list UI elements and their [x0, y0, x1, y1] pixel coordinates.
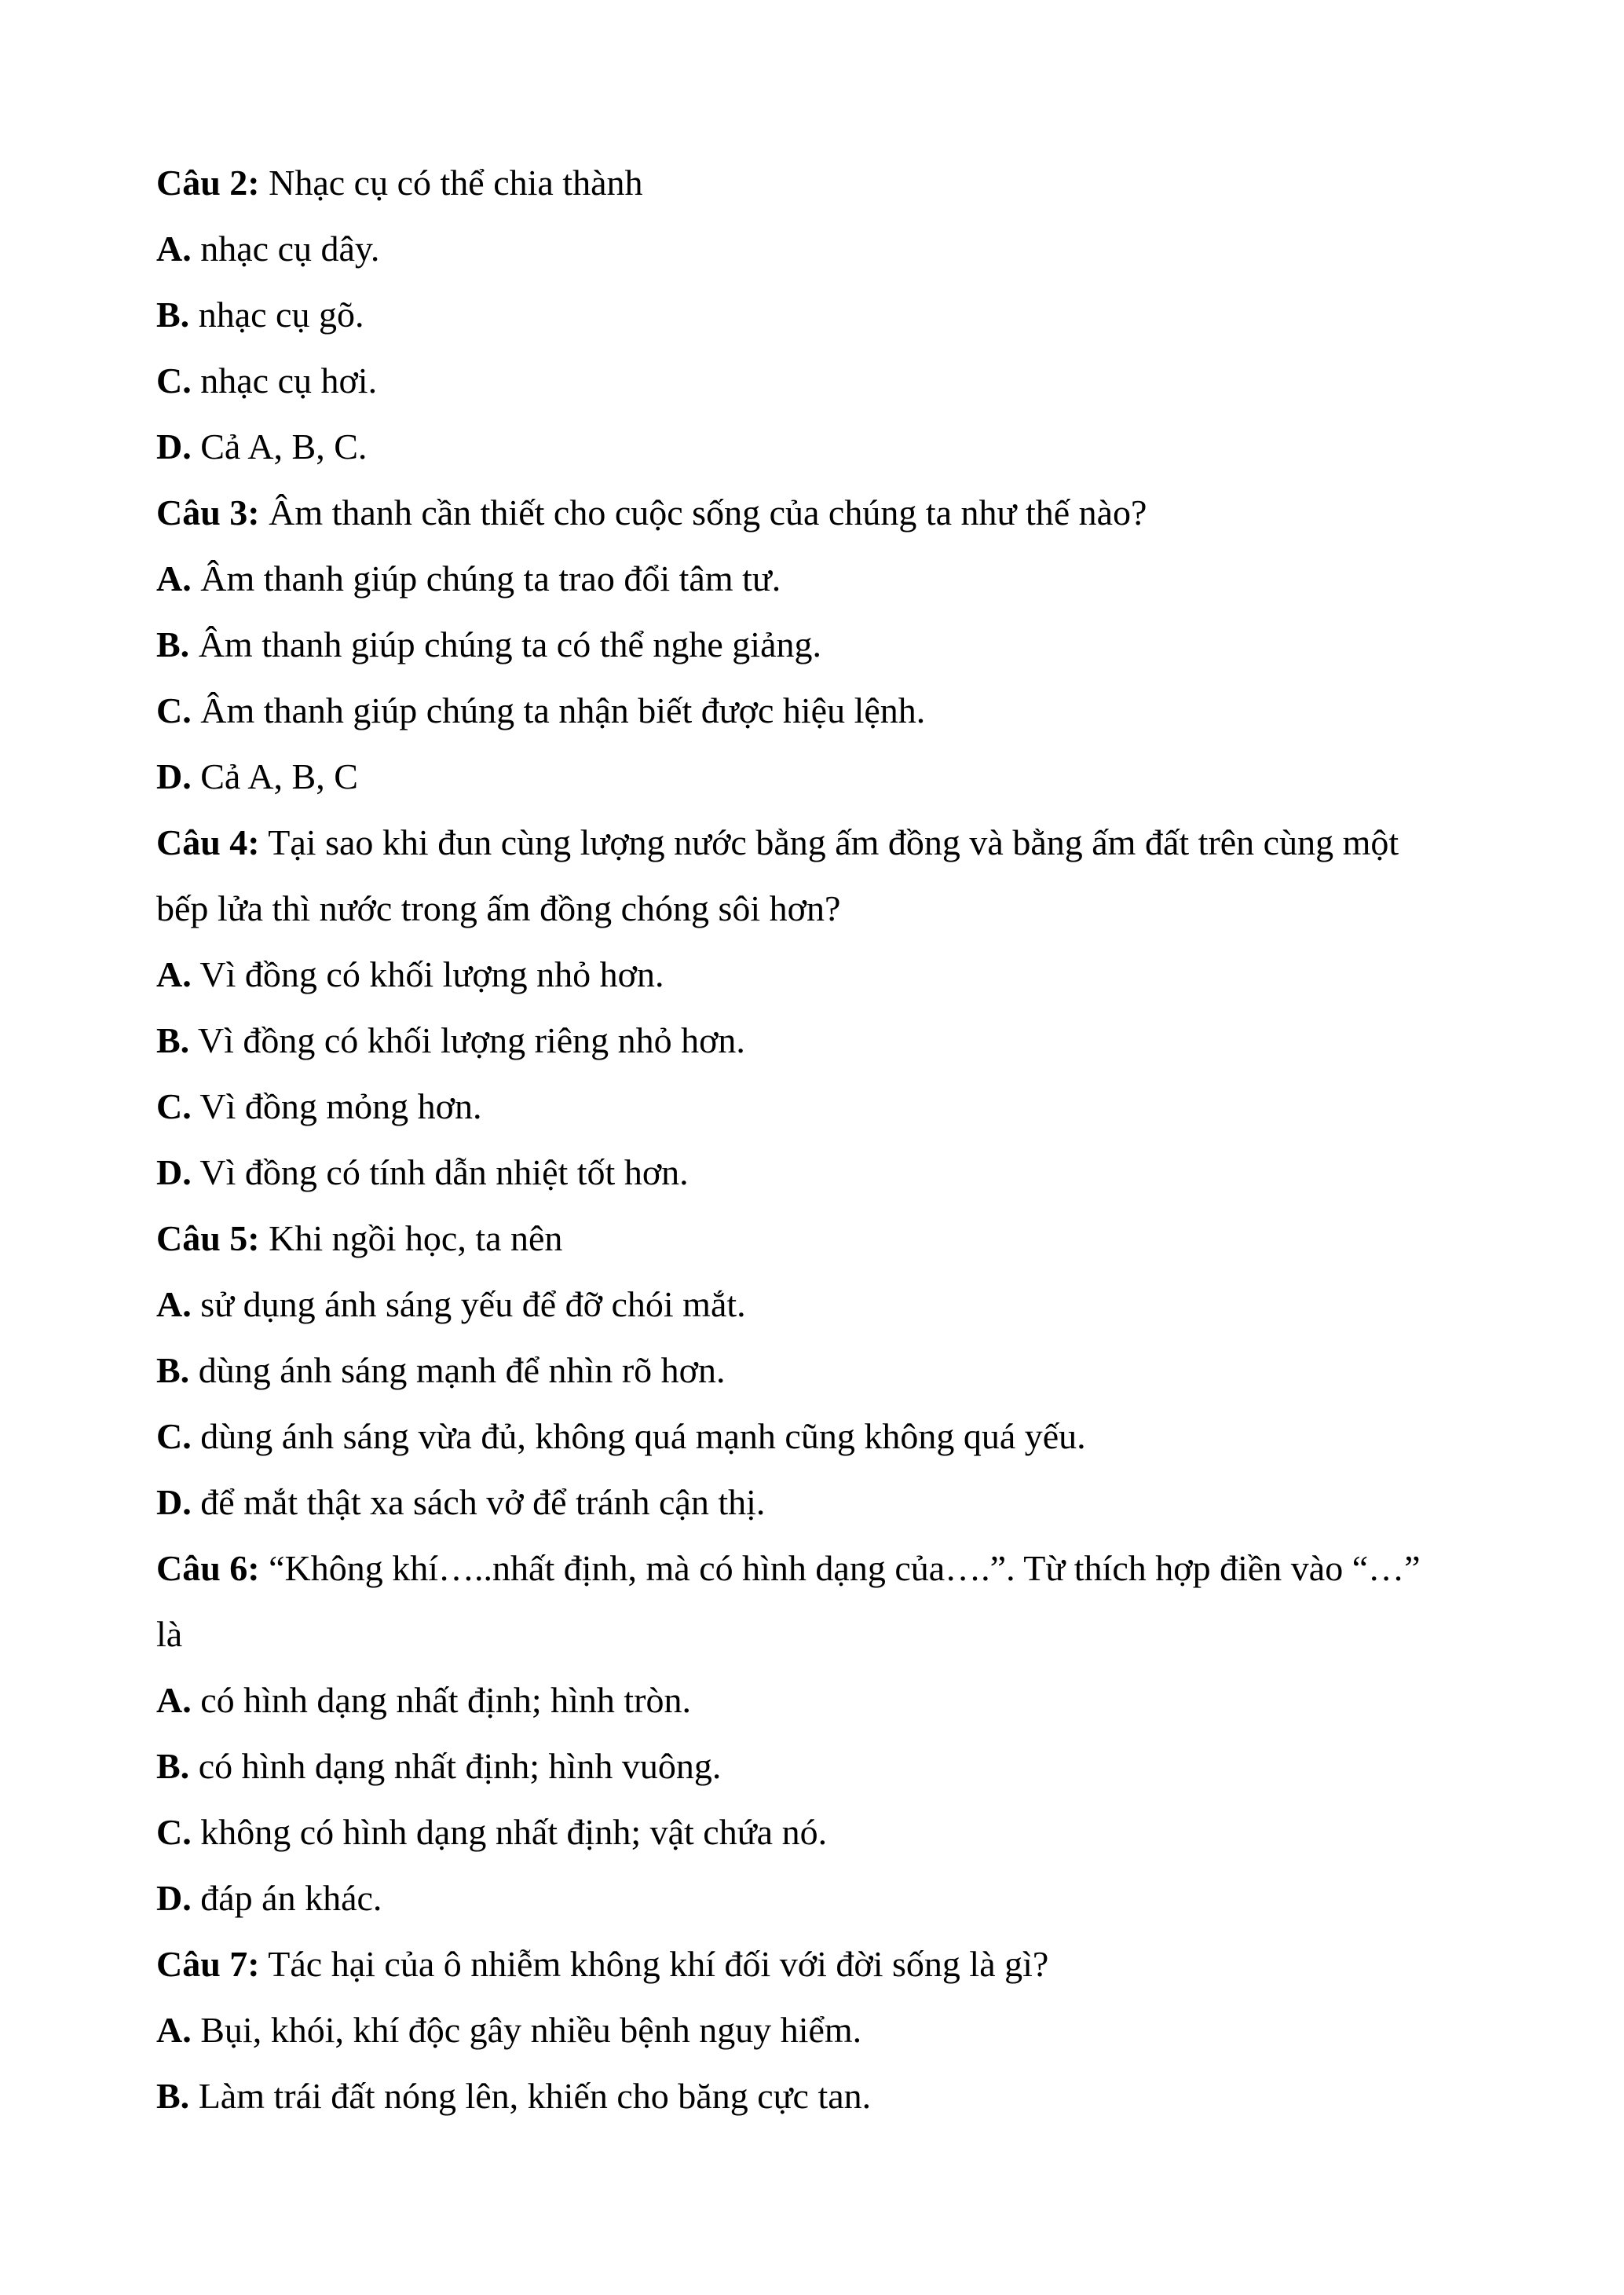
question-text: “Không khí…..nhất định, mà có hình dạng của….”. Từ thích hợp điền vào “…” [259, 1548, 1421, 1588]
question-2 [156, 150, 1491, 216]
question-label: Câu 2: [156, 163, 260, 203]
option-text: dùng ánh sáng mạnh để nhìn rõ hơn. [189, 1350, 726, 1390]
document-page [156, 150, 1491, 2129]
question-7-option-b [156, 2063, 1491, 2129]
option-letter: D. [156, 426, 192, 467]
option-letter: D. [156, 1878, 192, 1918]
question-5-option-a [156, 1272, 1491, 1338]
question-5-option-b [156, 1338, 1491, 1404]
question-text: Âm thanh cần thiết cho cuộc sống của chúng ta như thế nào? [259, 492, 1147, 533]
question-6-option-c [156, 1799, 1491, 1865]
question-4 [156, 810, 1491, 876]
option-text: dùng ánh sáng vừa đủ, không quá mạnh cũng không quá yếu. [191, 1416, 1086, 1456]
option-letter: A. [156, 229, 192, 269]
option-text: Âm thanh giúp chúng ta có thể nghe giảng. [189, 624, 822, 664]
option-text: đáp án khác. [191, 1878, 382, 1918]
option-text: Vì đồng có khối lượng riêng nhỏ hơn. [189, 1020, 745, 1060]
question-text: Tại sao khi đun cùng lượng nước bằng ấm đồng và bằng ấm đất trên cùng một [259, 822, 1399, 862]
option-text: Bụi, khói, khí độc gây nhiều bệnh nguy hiểm. [191, 2010, 862, 2050]
option-letter: D. [156, 756, 192, 796]
question-3 [156, 480, 1491, 546]
option-letter: C. [156, 1812, 192, 1852]
question-label: Câu 3: [156, 492, 260, 533]
option-text: Âm thanh giúp chúng ta nhận biết được hiệu lệnh. [191, 690, 926, 730]
option-letter: C. [156, 361, 192, 401]
option-text: Cả A, B, C [191, 756, 358, 796]
option-letter: A. [156, 558, 192, 598]
option-text: Cả A, B, C. [191, 426, 368, 467]
question-5-option-c [156, 1404, 1491, 1470]
question-label: Câu 7: [156, 1944, 260, 1984]
question-4-option-d [156, 1140, 1491, 1206]
question-5 [156, 1206, 1491, 1272]
question-text: Tác hại của ô nhiễm không khí đối với đời sống là gì? [259, 1944, 1049, 1984]
option-text: không có hình dạng nhất định; vật chứa nó. [191, 1812, 828, 1852]
question-7-option-a [156, 1997, 1491, 2063]
option-text: sử dụng ánh sáng yếu để đỡ chói mắt. [191, 1284, 746, 1324]
question-2-option-c [156, 348, 1491, 414]
option-letter: C. [156, 1086, 192, 1126]
option-letter: B. [156, 2076, 190, 2116]
question-label: Câu 5: [156, 1218, 260, 1258]
option-text: nhạc cụ hơi. [191, 361, 378, 401]
option-letter: C. [156, 690, 192, 730]
option-text: Vì đồng mỏng hơn. [191, 1086, 482, 1126]
option-text: nhạc cụ gõ. [189, 295, 364, 335]
option-letter: B. [156, 1746, 190, 1786]
option-letter: D. [156, 1482, 192, 1522]
option-letter: B. [156, 1350, 190, 1390]
option-letter: C. [156, 1416, 192, 1456]
option-letter: B. [156, 295, 190, 335]
question-6-continuation [156, 1601, 1491, 1667]
question-4-option-b [156, 1008, 1491, 1074]
option-letter: A. [156, 1284, 192, 1324]
option-letter: A. [156, 954, 192, 994]
option-letter: B. [156, 624, 190, 664]
option-letter: A. [156, 2010, 192, 2050]
option-text: Vì đồng có khối lượng nhỏ hơn. [191, 954, 664, 994]
option-text: nhạc cụ dây. [191, 229, 380, 269]
question-3-option-a [156, 546, 1491, 612]
question-6-option-b [156, 1733, 1491, 1799]
option-text: để mắt thật xa sách vở để tránh cận thị. [191, 1482, 766, 1522]
option-text: Âm thanh giúp chúng ta trao đổi tâm tư. [191, 558, 781, 598]
question-label: Câu 4: [156, 822, 260, 862]
question-6 [156, 1535, 1491, 1601]
question-3-option-b [156, 612, 1491, 678]
question-text: Nhạc cụ có thể chia thành [259, 163, 643, 203]
option-letter: B. [156, 1020, 190, 1060]
question-6-option-d [156, 1865, 1491, 1931]
question-4-continuation [156, 876, 1491, 942]
question-6-option-a [156, 1667, 1491, 1733]
question-text-continued: bếp lửa thì nước trong ấm đồng chóng sôi hơn? [156, 888, 841, 928]
question-4-option-c [156, 1074, 1491, 1140]
question-text: Khi ngồi học, ta nên [259, 1218, 563, 1258]
question-3-option-d [156, 744, 1491, 810]
question-7 [156, 1931, 1491, 1997]
option-text: có hình dạng nhất định; hình vuông. [189, 1746, 722, 1786]
option-text: Vì đồng có tính dẫn nhiệt tốt hơn. [191, 1152, 689, 1192]
option-letter: D. [156, 1152, 192, 1192]
question-5-option-d [156, 1470, 1491, 1535]
option-letter: A. [156, 1680, 192, 1720]
option-text: Làm trái đất nóng lên, khiến cho băng cực tan. [189, 2076, 872, 2116]
question-2-option-d [156, 414, 1491, 480]
question-text-continued: là [156, 1614, 183, 1654]
question-label: Câu 6: [156, 1548, 260, 1588]
question-2-option-a [156, 216, 1491, 282]
question-4-option-a [156, 942, 1491, 1008]
question-3-option-c [156, 678, 1491, 744]
question-2-option-b [156, 282, 1491, 348]
option-text: có hình dạng nhất định; hình tròn. [191, 1680, 691, 1720]
